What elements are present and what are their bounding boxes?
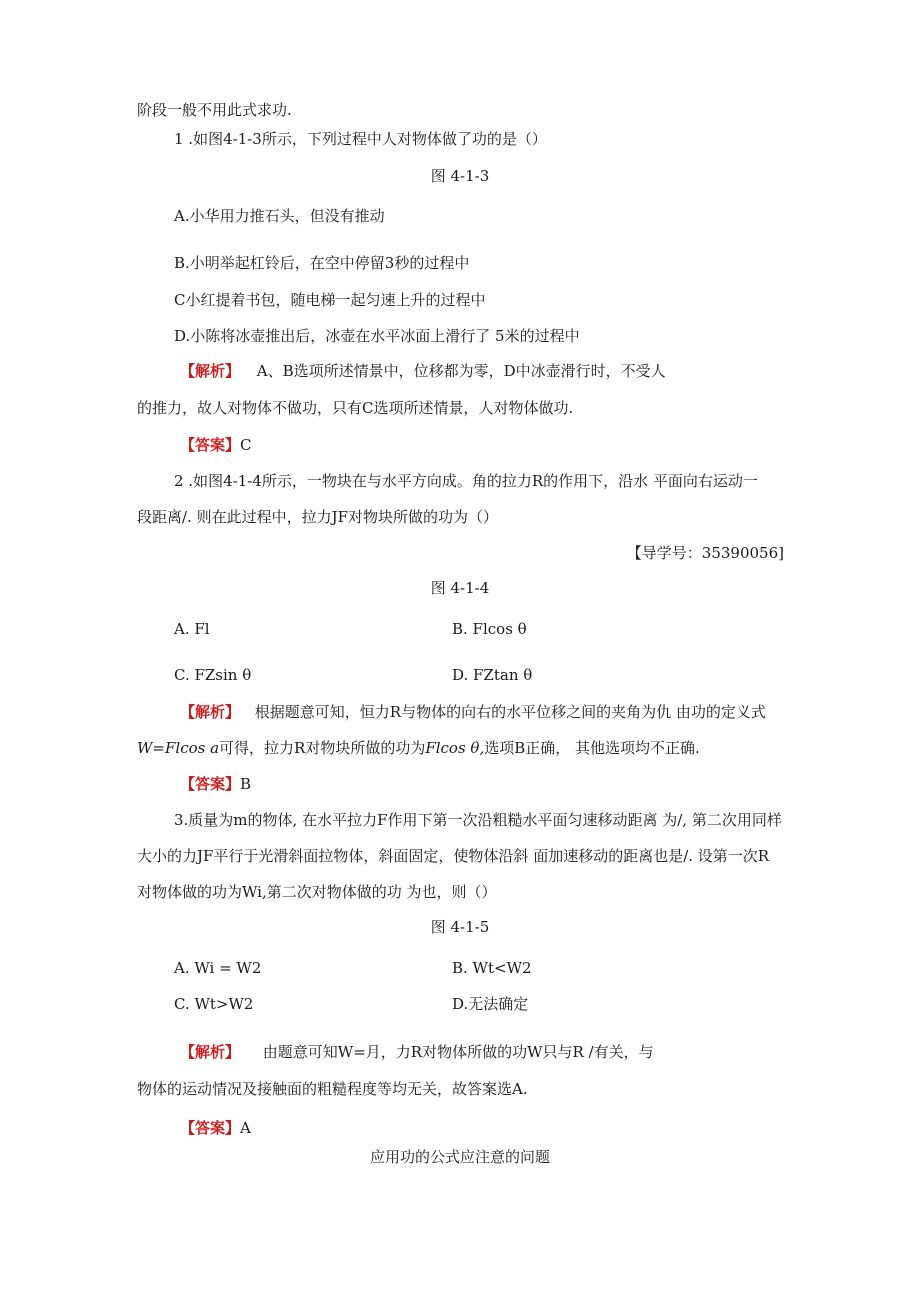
q2-option-c: C. FZsin θ (174, 666, 252, 684)
q1-option-a: A.小华用力推石头，但没有推动 (174, 207, 385, 225)
q3-option-d: D.无法确定 (452, 995, 529, 1013)
q3-analysis-line-1 (180, 1042, 654, 1062)
q2-answer-value: B (240, 775, 252, 793)
q3-answer (180, 1118, 251, 1138)
q2-stem-line-2: 段距离/. 则在此过程中，拉力JF对物块所做的功为（） (137, 508, 499, 526)
q2-analysis-text-1: 根据题意可知，恒力R与物体的向右的水平位移之间的夹角为仇 由功的定义式 (254, 703, 766, 721)
q3-option-a: A. Wi = W2 (174, 959, 262, 977)
q2-analysis-tag: 【解析】 (180, 703, 241, 721)
q3-figure-caption: 图 4-1-5 (430, 918, 490, 936)
q2-analysis-text-2: 可得，拉力R对物块所做的功为 (219, 739, 426, 757)
q3-stem-line-1: 3.质量为m的物体, 在水平拉力F作用下第一次沿粗糙水平面匀速移动距离 为/, 第二次用同样 (174, 811, 782, 829)
q1-analysis-text-1: A、B选项所述情景中，位移都为零，D中冰壶滑行时，不受人 (256, 362, 666, 380)
q1-option-d: D.小陈将冰壶推出后，冰壶在水平冰面上滑行了 5米的过程中 (174, 327, 580, 345)
q2-analysis-text-3: 选项B正确， 其他选项均不正确. (484, 739, 700, 757)
q3-option-b: B. Wt<W2 (452, 959, 532, 977)
q3-option-c: C. Wt>W2 (174, 995, 254, 1013)
intro-line: 阶段一般不用此式求功. (137, 101, 292, 119)
q1-option-b: B.小明举起杠铃后，在空中停留3秒的过程中 (174, 254, 470, 272)
q1-stem: 1 .如图4-1-3所示，下列过程中人对物体做了功的是（） (174, 130, 547, 148)
q1-analysis-line-2: 的推力，故人对物体不做功，只有C选项所述情景，人对物体做功. (137, 399, 574, 417)
q2-answer (180, 774, 251, 794)
q2-formula-2: Flcos θ, (425, 739, 485, 757)
q1-analysis-tag: 【解析】 (180, 362, 241, 380)
q1-option-c: C小红提着书包，随电梯一起匀速上升的过程中 (174, 291, 486, 309)
q3-analysis-line-2: 物体的运动情况及接触面的粗糙程度等均无关，故答案选A. (137, 1080, 528, 1098)
q3-analysis-tag: 【解析】 (180, 1043, 241, 1061)
section-title: 应用功的公式应注意的问题 (369, 1148, 550, 1166)
q1-answer (180, 435, 252, 455)
q2-guide-number: 【导学号：35390056] (626, 544, 784, 562)
q2-option-b: B. Flcos θ (452, 620, 527, 638)
q3-analysis-text-1: 由题意可知W=月，力R对物体所做的功W只与R /有关，与 (262, 1043, 654, 1061)
q1-figure-caption: 图 4-1-3 (430, 167, 490, 185)
q1-answer-tag: 【答案】 (180, 436, 241, 454)
q2-figure-caption: 图 4-1-4 (430, 579, 490, 597)
q2-formula-1: W=Flcos a (137, 739, 220, 757)
q2-option-d: D. FZtan θ (452, 666, 533, 684)
q2-analysis-line-1 (180, 702, 766, 722)
q3-answer-tag: 【答案】 (180, 1119, 241, 1137)
q3-answer-value: A (240, 1119, 251, 1137)
q3-stem-line-2: 大小的力JF平行于光滑斜面拉物体，斜面固定，使物体沿斜 面加速移动的距离也是/. 设第一次R (137, 847, 770, 865)
q2-option-a: A. Fl (174, 620, 210, 638)
q3-stem-line-3: 对物体做的功为Wi,第二次对物体做的功 为也，则（） (137, 883, 497, 901)
q2-analysis-line-2 (137, 738, 700, 758)
q1-analysis-line-1 (180, 361, 666, 381)
q2-stem-line-1: 2 .如图4-1-4所示，一物块在与水平方向成。角的拉力R的作用下，沿水 平面向右运动一 (174, 472, 758, 490)
q2-answer-tag: 【答案】 (180, 775, 241, 793)
q1-answer-value: C (240, 436, 252, 454)
